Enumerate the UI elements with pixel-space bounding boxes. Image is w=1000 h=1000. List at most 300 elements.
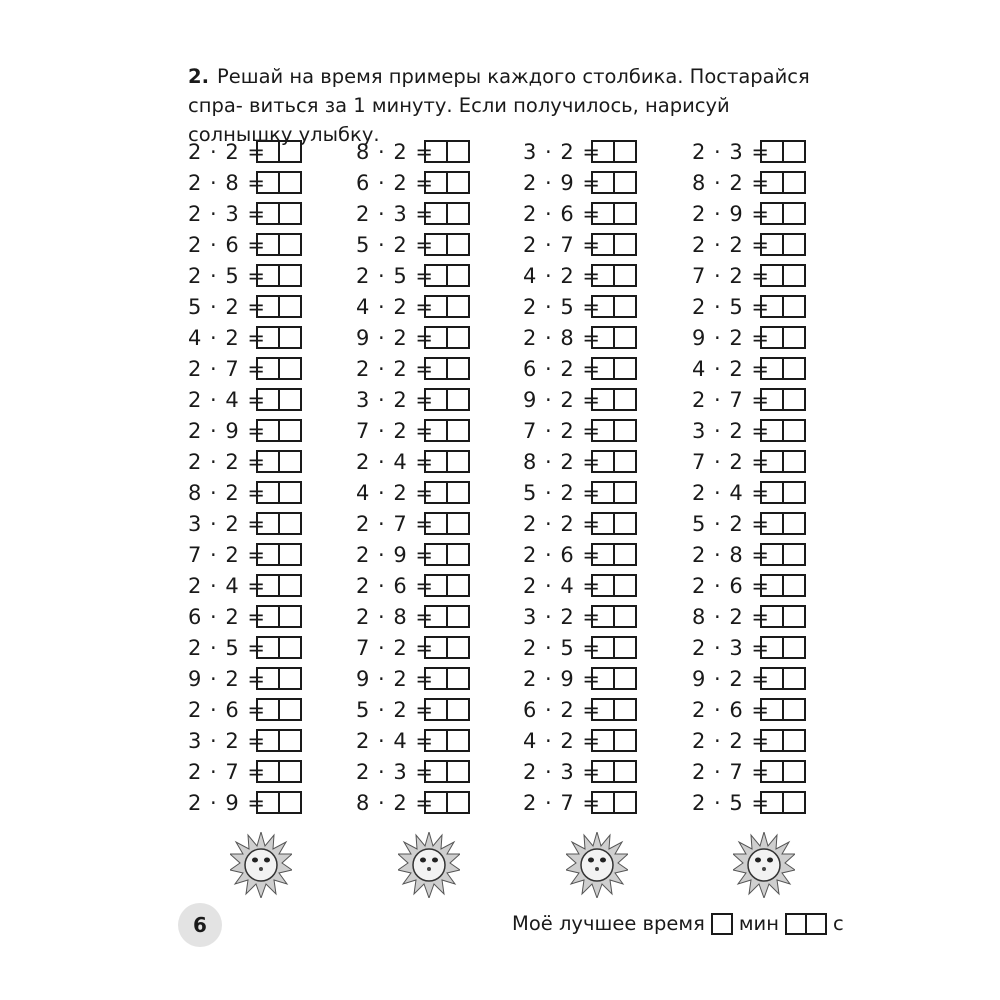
answer-cell[interactable]	[760, 171, 784, 194]
answer-cell[interactable]	[615, 140, 637, 163]
answer-cell[interactable]	[424, 450, 448, 473]
minutes-box[interactable]	[711, 913, 733, 935]
column-3	[523, 136, 637, 818]
answer-cell[interactable]	[711, 913, 733, 935]
answer-boxes[interactable]	[424, 357, 470, 380]
answer-cell[interactable]	[280, 543, 302, 566]
answer-cell[interactable]	[424, 140, 448, 163]
answer-cell[interactable]	[424, 171, 448, 194]
answer-cell[interactable]	[424, 636, 448, 659]
answer-boxes[interactable]	[760, 605, 806, 628]
problem-row	[692, 353, 806, 384]
answer-cell[interactable]	[760, 481, 784, 504]
answer-cell[interactable]	[784, 202, 806, 225]
answer-cell[interactable]	[448, 605, 470, 628]
problem-expression: 7 · 2 =	[523, 418, 602, 443]
answer-cell[interactable]	[280, 574, 302, 597]
answer-boxes[interactable]	[256, 326, 302, 349]
answer-cell[interactable]	[784, 419, 806, 442]
answer-cell[interactable]	[256, 512, 280, 535]
answer-cell[interactable]	[784, 512, 806, 535]
answer-boxes[interactable]	[591, 636, 637, 659]
answer-cell[interactable]	[424, 264, 448, 287]
answer-boxes[interactable]	[760, 326, 806, 349]
answer-cell[interactable]	[760, 636, 784, 659]
answer-boxes[interactable]	[256, 543, 302, 566]
answer-cell[interactable]	[760, 419, 784, 442]
answer-cell[interactable]	[784, 233, 806, 256]
answer-cell[interactable]	[424, 791, 448, 814]
answer-cell[interactable]	[760, 698, 784, 721]
answer-boxes[interactable]	[424, 481, 470, 504]
answer-cell[interactable]	[615, 698, 637, 721]
sun-icon[interactable]	[566, 832, 628, 898]
answer-boxes[interactable]	[591, 233, 637, 256]
answer-cell[interactable]	[591, 512, 615, 535]
problem-row	[523, 136, 637, 167]
answer-boxes[interactable]	[424, 419, 470, 442]
answer-boxes[interactable]	[760, 698, 806, 721]
answer-cell[interactable]	[280, 171, 302, 194]
answer-cell[interactable]	[448, 667, 470, 690]
answer-boxes[interactable]	[591, 419, 637, 442]
answer-cell[interactable]	[448, 202, 470, 225]
answer-cell[interactable]	[424, 202, 448, 225]
answer-cell[interactable]	[784, 140, 806, 163]
answer-cell[interactable]	[448, 264, 470, 287]
answer-cell[interactable]	[615, 481, 637, 504]
answer-boxes[interactable]	[256, 388, 302, 411]
answer-boxes[interactable]	[424, 636, 470, 659]
answer-boxes[interactable]	[591, 326, 637, 349]
answer-cell[interactable]	[615, 419, 637, 442]
answer-boxes[interactable]	[591, 481, 637, 504]
answer-boxes[interactable]	[591, 450, 637, 473]
answer-boxes[interactable]	[760, 419, 806, 442]
answer-boxes[interactable]	[424, 760, 470, 783]
answer-cell[interactable]	[448, 450, 470, 473]
answer-boxes[interactable]	[256, 295, 302, 318]
answer-cell[interactable]	[280, 388, 302, 411]
answer-cell[interactable]	[448, 574, 470, 597]
answer-cell[interactable]	[256, 605, 280, 628]
answer-boxes[interactable]	[591, 543, 637, 566]
answer-cell[interactable]	[448, 791, 470, 814]
answer-cell[interactable]	[591, 264, 615, 287]
answer-boxes[interactable]	[256, 202, 302, 225]
answer-boxes[interactable]	[760, 512, 806, 535]
answer-cell[interactable]	[591, 140, 615, 163]
problem-expression: 6 · 2 =	[523, 697, 602, 722]
answer-cell[interactable]	[591, 388, 615, 411]
answer-cell[interactable]	[448, 760, 470, 783]
answer-cell[interactable]	[784, 605, 806, 628]
answer-cell[interactable]	[591, 419, 615, 442]
answer-boxes[interactable]	[424, 729, 470, 752]
answer-cell[interactable]	[615, 450, 637, 473]
answer-boxes[interactable]	[760, 295, 806, 318]
answer-cell[interactable]	[760, 357, 784, 380]
problem-row	[188, 446, 302, 477]
answer-cell[interactable]	[591, 202, 615, 225]
answer-cell[interactable]	[784, 791, 806, 814]
answer-boxes[interactable]	[424, 574, 470, 597]
answer-cell[interactable]	[280, 202, 302, 225]
problem-row	[523, 477, 637, 508]
answer-cell[interactable]	[448, 419, 470, 442]
answer-cell[interactable]	[448, 140, 470, 163]
answer-boxes[interactable]	[760, 140, 806, 163]
answer-cell[interactable]	[256, 326, 280, 349]
answer-cell[interactable]	[784, 574, 806, 597]
answer-cell[interactable]	[448, 543, 470, 566]
answer-cell[interactable]	[280, 264, 302, 287]
answer-boxes[interactable]	[424, 698, 470, 721]
answer-boxes[interactable]	[424, 326, 470, 349]
answer-boxes[interactable]	[760, 233, 806, 256]
answer-boxes[interactable]	[256, 760, 302, 783]
answer-boxes[interactable]	[424, 667, 470, 690]
answer-cell[interactable]	[760, 202, 784, 225]
answer-cell[interactable]	[615, 791, 637, 814]
answer-cell[interactable]	[784, 388, 806, 411]
answer-boxes[interactable]	[424, 388, 470, 411]
answer-cell[interactable]	[591, 760, 615, 783]
answer-cell[interactable]	[784, 481, 806, 504]
answer-cell[interactable]	[615, 543, 637, 566]
answer-cell[interactable]	[784, 326, 806, 349]
answer-cell[interactable]	[256, 698, 280, 721]
answer-boxes[interactable]	[760, 729, 806, 752]
answer-boxes[interactable]	[424, 791, 470, 814]
answer-cell[interactable]	[280, 605, 302, 628]
answer-cell[interactable]	[591, 667, 615, 690]
answer-cell[interactable]	[760, 729, 784, 752]
answer-cell[interactable]	[256, 481, 280, 504]
answer-cell[interactable]	[280, 450, 302, 473]
answer-cell[interactable]	[256, 450, 280, 473]
answer-boxes[interactable]	[760, 636, 806, 659]
answer-cell[interactable]	[448, 233, 470, 256]
problem-expression: 7 · 2 =	[692, 449, 771, 474]
answer-cell[interactable]	[424, 295, 448, 318]
answer-boxes[interactable]	[760, 202, 806, 225]
answer-cell[interactable]	[760, 450, 784, 473]
answer-cell[interactable]	[424, 574, 448, 597]
answer-cell[interactable]	[424, 605, 448, 628]
answer-cell[interactable]	[784, 450, 806, 473]
answer-cell[interactable]	[424, 667, 448, 690]
answer-cell[interactable]	[784, 698, 806, 721]
answer-cell[interactable]	[760, 605, 784, 628]
answer-boxes[interactable]	[256, 667, 302, 690]
answer-cell[interactable]	[784, 760, 806, 783]
answer-cell[interactable]	[615, 388, 637, 411]
answer-cell[interactable]	[760, 791, 784, 814]
answer-cell[interactable]	[448, 512, 470, 535]
answer-boxes[interactable]	[256, 450, 302, 473]
answer-cell[interactable]	[784, 667, 806, 690]
answer-boxes[interactable]	[760, 264, 806, 287]
answer-boxes[interactable]	[256, 264, 302, 287]
answer-cell[interactable]	[784, 729, 806, 752]
answer-cell[interactable]	[591, 450, 615, 473]
answer-cell[interactable]	[760, 667, 784, 690]
answer-boxes[interactable]	[591, 357, 637, 380]
answer-cell[interactable]	[448, 326, 470, 349]
problem-row	[356, 787, 470, 818]
answer-boxes[interactable]	[424, 264, 470, 287]
answer-boxes[interactable]	[760, 171, 806, 194]
answer-cell[interactable]	[424, 388, 448, 411]
answer-boxes[interactable]	[760, 574, 806, 597]
answer-boxes[interactable]	[760, 760, 806, 783]
seconds-label: с	[832, 912, 844, 935]
answer-cell[interactable]	[448, 729, 470, 752]
answer-cell[interactable]	[784, 543, 806, 566]
answer-boxes[interactable]	[760, 791, 806, 814]
answer-cell[interactable]	[424, 512, 448, 535]
answer-cell[interactable]	[760, 388, 784, 411]
answer-cell[interactable]	[448, 357, 470, 380]
answer-cell[interactable]	[615, 326, 637, 349]
answer-cell[interactable]	[760, 512, 784, 535]
answer-boxes[interactable]	[256, 512, 302, 535]
answer-cell[interactable]	[615, 512, 637, 535]
problem-row	[356, 167, 470, 198]
answer-cell[interactable]	[280, 295, 302, 318]
answer-cell[interactable]	[448, 171, 470, 194]
answer-boxes[interactable]	[760, 450, 806, 473]
answer-boxes[interactable]	[256, 574, 302, 597]
answer-cell[interactable]	[280, 233, 302, 256]
answer-boxes[interactable]	[256, 233, 302, 256]
answer-cell[interactable]	[280, 140, 302, 163]
answer-boxes[interactable]	[591, 729, 637, 752]
answer-boxes[interactable]	[256, 171, 302, 194]
sun-icon[interactable]	[230, 832, 292, 898]
answer-cell[interactable]	[760, 295, 784, 318]
sun-icon[interactable]	[733, 832, 795, 898]
answer-cell[interactable]	[424, 233, 448, 256]
answer-cell[interactable]	[424, 357, 448, 380]
answer-cell[interactable]	[424, 729, 448, 752]
problem-row	[356, 663, 470, 694]
answer-cell[interactable]	[424, 698, 448, 721]
answer-boxes[interactable]	[591, 140, 637, 163]
answer-cell[interactable]	[256, 574, 280, 597]
answer-boxes[interactable]	[591, 791, 637, 814]
answer-boxes[interactable]	[256, 605, 302, 628]
answer-cell[interactable]	[448, 481, 470, 504]
answer-cell[interactable]	[424, 481, 448, 504]
answer-boxes[interactable]	[591, 574, 637, 597]
problem-expression: 2 · 6 =	[523, 542, 602, 567]
answer-cell[interactable]	[256, 388, 280, 411]
answer-cell[interactable]	[615, 233, 637, 256]
problem-row	[523, 322, 637, 353]
problem-expression: 2 · 5 =	[188, 635, 267, 660]
answer-cell[interactable]	[280, 791, 302, 814]
answer-boxes[interactable]	[424, 202, 470, 225]
answer-cell[interactable]	[280, 698, 302, 721]
answer-cell[interactable]	[280, 481, 302, 504]
answer-cell[interactable]	[784, 264, 806, 287]
answer-cell[interactable]	[448, 388, 470, 411]
answer-boxes[interactable]	[760, 388, 806, 411]
answer-cell[interactable]	[591, 543, 615, 566]
answer-cell[interactable]	[424, 543, 448, 566]
answer-cell[interactable]	[615, 202, 637, 225]
problem-row	[188, 291, 302, 322]
answer-cell[interactable]	[424, 760, 448, 783]
answer-cell[interactable]	[256, 233, 280, 256]
answer-cell[interactable]	[256, 419, 280, 442]
problem-row	[188, 136, 302, 167]
answer-boxes[interactable]	[760, 357, 806, 380]
answer-cell[interactable]	[280, 419, 302, 442]
answer-boxes[interactable]	[591, 512, 637, 535]
answer-cell[interactable]	[784, 171, 806, 194]
answer-boxes[interactable]	[591, 388, 637, 411]
sun-icon[interactable]	[398, 832, 460, 898]
answer-cell[interactable]	[280, 667, 302, 690]
answer-cell[interactable]	[615, 605, 637, 628]
answer-cell[interactable]	[591, 605, 615, 628]
answer-cell[interactable]	[784, 636, 806, 659]
answer-boxes[interactable]	[256, 791, 302, 814]
answer-boxes[interactable]	[424, 605, 470, 628]
answer-cell[interactable]	[615, 574, 637, 597]
answer-boxes[interactable]	[424, 295, 470, 318]
answer-boxes[interactable]	[256, 636, 302, 659]
answer-cell[interactable]	[591, 791, 615, 814]
answer-boxes[interactable]	[256, 729, 302, 752]
answer-cell[interactable]	[591, 357, 615, 380]
answer-cell[interactable]	[591, 326, 615, 349]
answer-cell[interactable]	[280, 326, 302, 349]
problem-row	[523, 601, 637, 632]
answer-cell[interactable]	[591, 698, 615, 721]
answer-boxes[interactable]	[591, 698, 637, 721]
answer-cell[interactable]	[448, 636, 470, 659]
problem-expression: 3 · 2 =	[523, 604, 602, 629]
answer-cell[interactable]	[256, 295, 280, 318]
answer-cell[interactable]	[807, 913, 827, 935]
answer-cell[interactable]	[591, 295, 615, 318]
answer-cell[interactable]	[280, 729, 302, 752]
answer-cell[interactable]	[615, 667, 637, 690]
answer-cell[interactable]	[256, 357, 280, 380]
answer-cell[interactable]	[256, 760, 280, 783]
answer-boxes[interactable]	[591, 667, 637, 690]
answer-cell[interactable]	[591, 574, 615, 597]
answer-boxes[interactable]	[256, 140, 302, 163]
answer-boxes[interactable]	[760, 543, 806, 566]
problem-expression: 2 · 2 =	[523, 511, 602, 536]
answer-boxes[interactable]	[424, 233, 470, 256]
answer-boxes[interactable]	[760, 481, 806, 504]
answer-boxes[interactable]	[256, 481, 302, 504]
answer-cell[interactable]	[784, 295, 806, 318]
answer-cell[interactable]	[424, 326, 448, 349]
problem-expression: 2 · 2 =	[188, 449, 267, 474]
answer-cell[interactable]	[591, 636, 615, 659]
answer-cell[interactable]	[615, 171, 637, 194]
answer-cell[interactable]	[424, 419, 448, 442]
answer-cell[interactable]	[591, 729, 615, 752]
answer-boxes[interactable]	[424, 171, 470, 194]
answer-cell[interactable]	[280, 357, 302, 380]
answer-cell[interactable]	[280, 760, 302, 783]
problem-row	[523, 508, 637, 539]
answer-cell[interactable]	[256, 543, 280, 566]
answer-cell[interactable]	[615, 264, 637, 287]
answer-cell[interactable]	[760, 543, 784, 566]
answer-boxes[interactable]	[591, 760, 637, 783]
answer-cell[interactable]	[760, 233, 784, 256]
answer-cell[interactable]	[280, 636, 302, 659]
answer-cell[interactable]	[591, 233, 615, 256]
answer-cell[interactable]	[785, 913, 807, 935]
answer-boxes[interactable]	[760, 667, 806, 690]
answer-boxes[interactable]	[256, 419, 302, 442]
answer-boxes[interactable]	[591, 605, 637, 628]
answer-boxes[interactable]	[424, 450, 470, 473]
problem-expression: 2 · 7 =	[356, 511, 435, 536]
answer-boxes[interactable]	[424, 543, 470, 566]
problem-expression: 2 · 6 =	[692, 573, 771, 598]
answer-cell[interactable]	[448, 295, 470, 318]
answer-cell[interactable]	[280, 512, 302, 535]
answer-cell[interactable]	[448, 698, 470, 721]
answer-boxes[interactable]	[591, 264, 637, 287]
answer-cell[interactable]	[615, 760, 637, 783]
answer-cell[interactable]	[256, 729, 280, 752]
answer-boxes[interactable]	[424, 140, 470, 163]
problem-expression: 2 · 8 =	[356, 604, 435, 629]
answer-cell[interactable]	[591, 171, 615, 194]
seconds-box[interactable]	[785, 913, 827, 935]
answer-boxes[interactable]	[256, 698, 302, 721]
answer-cell[interactable]	[256, 140, 280, 163]
answer-boxes[interactable]	[591, 171, 637, 194]
problem-expression: 2 · 5 =	[692, 790, 771, 815]
answer-cell[interactable]	[256, 202, 280, 225]
answer-boxes[interactable]	[256, 357, 302, 380]
answer-cell[interactable]	[256, 171, 280, 194]
answer-cell[interactable]	[760, 326, 784, 349]
answer-cell[interactable]	[615, 295, 637, 318]
problem-row	[523, 787, 637, 818]
answer-cell[interactable]	[615, 636, 637, 659]
answer-cell[interactable]	[256, 636, 280, 659]
answer-cell[interactable]	[784, 357, 806, 380]
answer-cell[interactable]	[760, 574, 784, 597]
answer-cell[interactable]	[591, 481, 615, 504]
answer-cell[interactable]	[256, 791, 280, 814]
answer-boxes[interactable]	[424, 512, 470, 535]
answer-cell[interactable]	[615, 357, 637, 380]
answer-cell[interactable]	[256, 264, 280, 287]
answer-cell[interactable]	[256, 667, 280, 690]
answer-cell[interactable]	[760, 760, 784, 783]
answer-boxes[interactable]	[591, 295, 637, 318]
answer-cell[interactable]	[615, 729, 637, 752]
answer-cell[interactable]	[760, 140, 784, 163]
answer-cell[interactable]	[760, 264, 784, 287]
answer-boxes[interactable]	[591, 202, 637, 225]
